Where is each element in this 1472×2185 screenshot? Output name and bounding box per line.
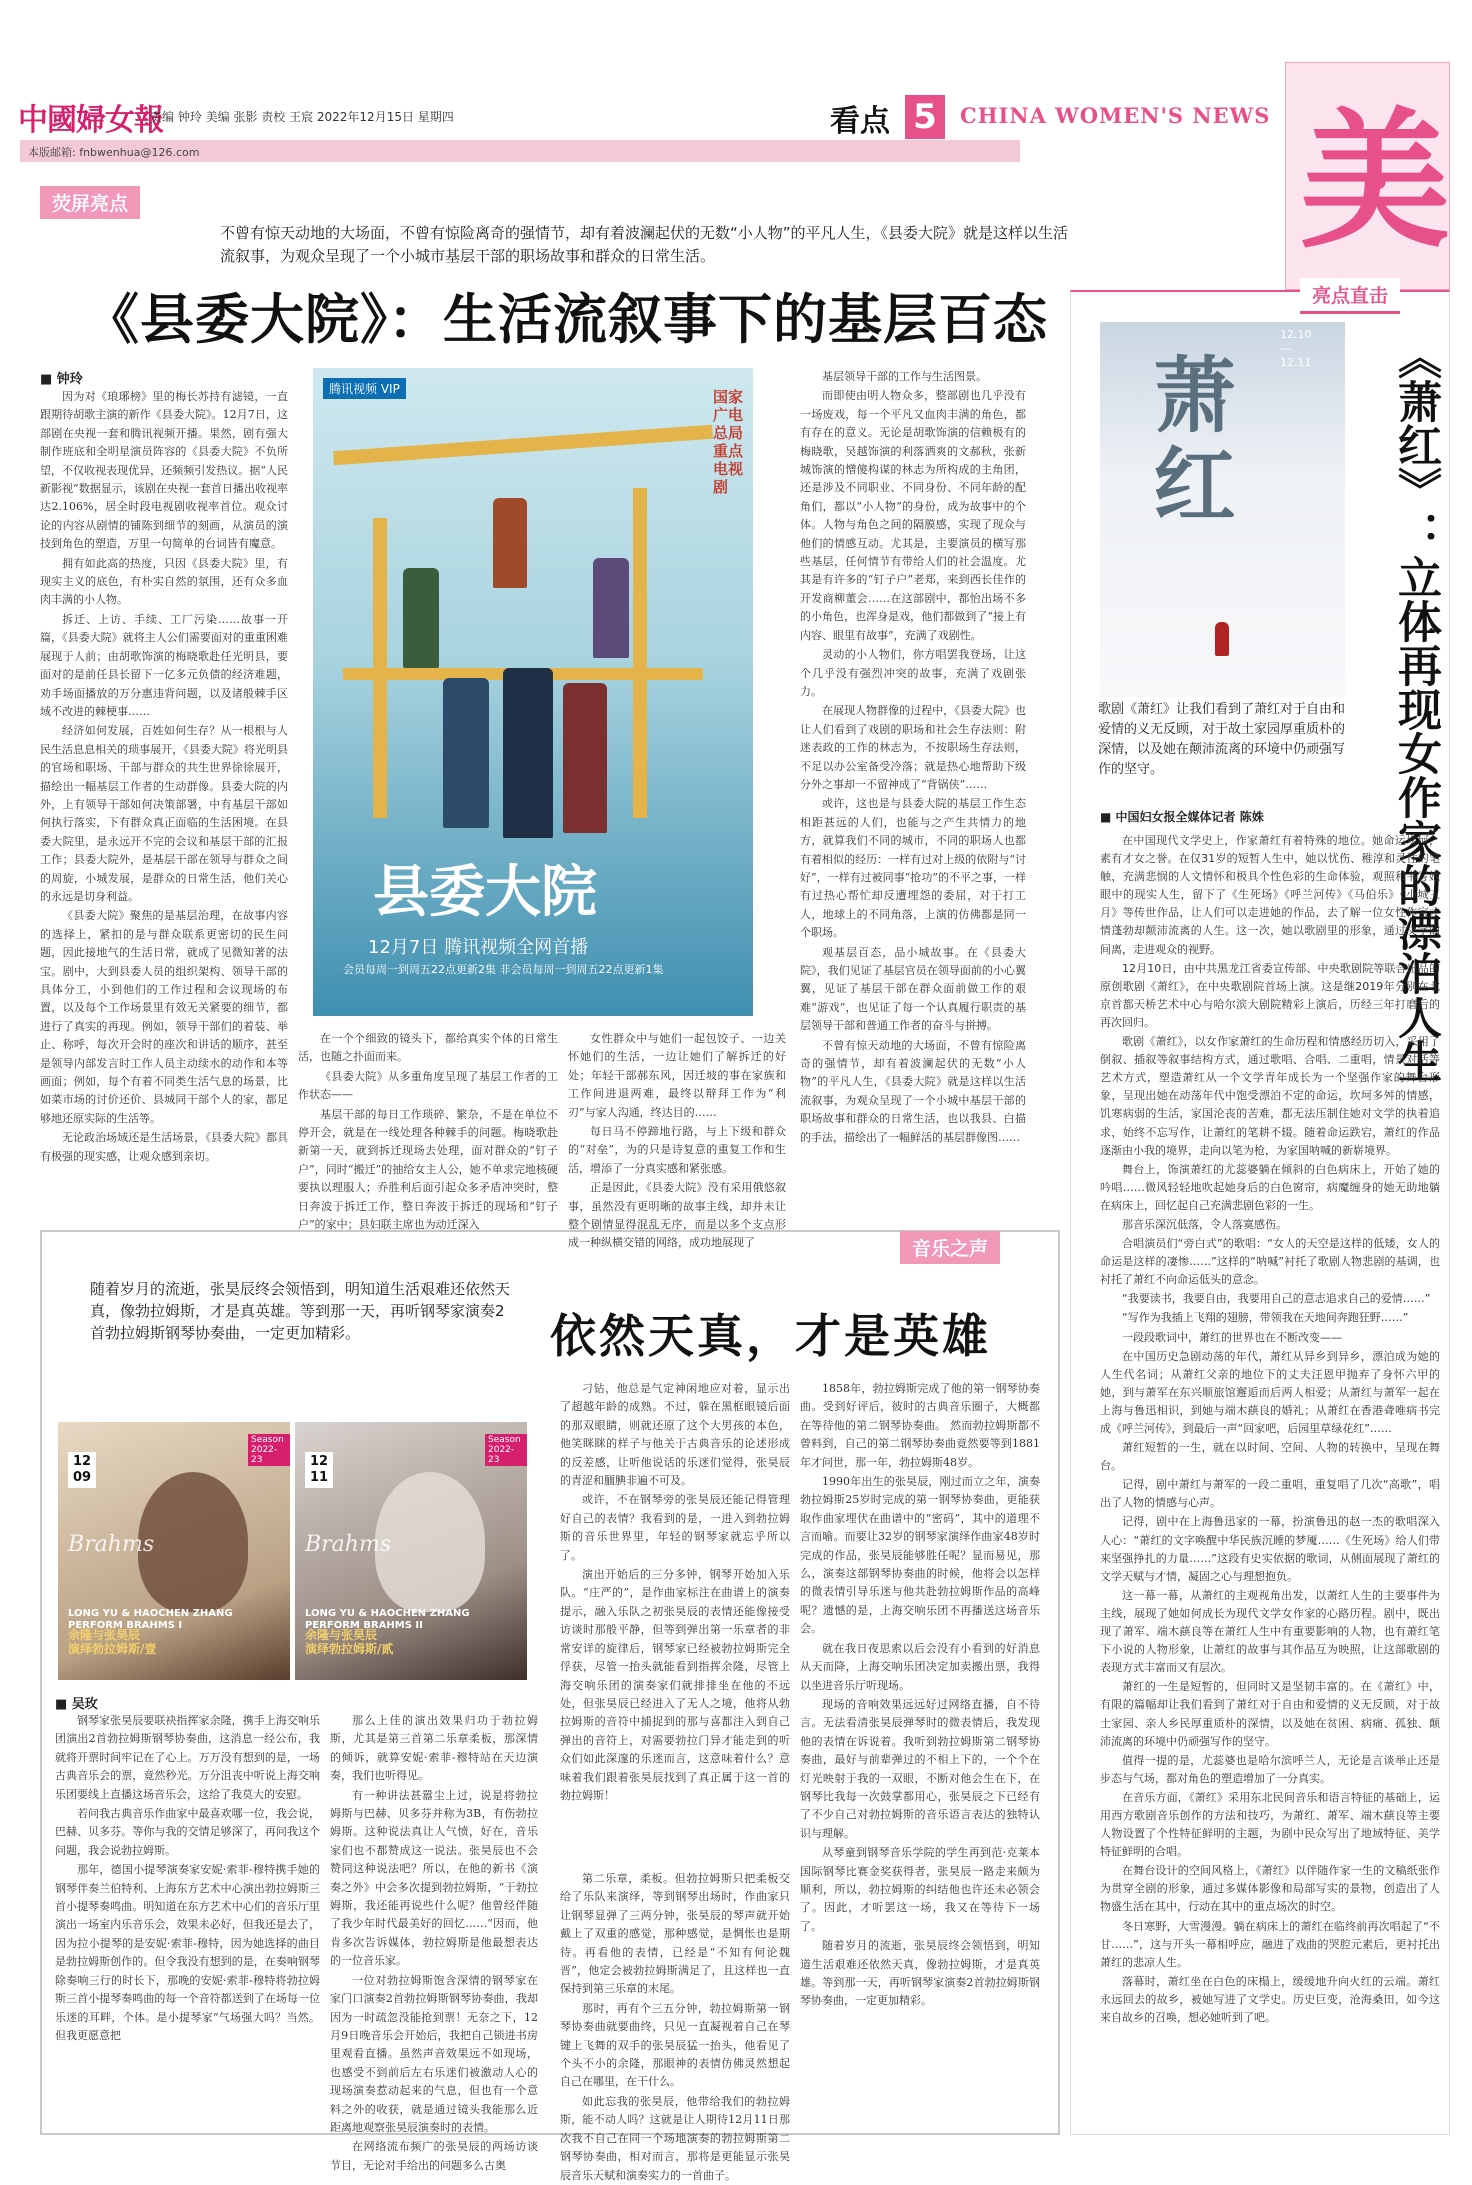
article-intro: 随着岁月的流逝，张昊辰终会领悟到，明知道生活艰难还依然天真，像勃拉姆斯，才是真英雄。等到那一天，再听钢琴家演奏2首勃拉姆斯钢琴协奏曲，一定更加精彩。 [90, 1280, 511, 1342]
mailbox-bar: 本版邮箱: fnbwenhua@126.com [20, 140, 1020, 162]
paragraph: 在网络流布频广的张昊辰的两场访谈节目，无论对手给出的问题多么古奥 [330, 2140, 538, 2172]
article-column-3b [560, 1870, 790, 2182]
paragraph: 如此忘我的张昊辰，他带给我们的勃拉姆斯，能不动人吗？这就是让人期待12月11日那次我不自己在同一个场地演奏的勃拉姆斯第二钢琴协奏曲，相对而言，那将是更能显示张昊辰音乐天赋和演奏实力的一首曲子。 [560, 2094, 790, 2182]
paragraph: 在中国历史急剧动荡的年代，萧红从异乡到异乡，漂泊成为她的人生代名词；从萧红父亲的地位下的丈夫汪恩甲抛弃了身怀六甲的她，到与萧军在东兴顺旅馆邂逅而后两人相爱；从萧红与萧军一起在上海与鲁迅相识，到她与端木蕻良的婚礼；从萧红在香港聋唯病书完成《呼兰河传》，到最后一声“回家吧，后园里草绿花红”…… [1100, 1349, 1440, 1435]
poster-schedule: 会员每周一到周五22点更新2集 非会员每周一到周五22点更新1集 [343, 963, 664, 976]
paragraph: 歌剧《萧红》，以女作家萧红的生命历程和情感经历切入，采用了倒叙、插叙等叙事结构方式，通过歌唱、合唱、二重唱，情景对话等艺术方式，塑造萧红从一个文学青年成长为一个坚强作家的舞台形象，呈现出她在动荡年代中饱受漂泊不定的命运，坎坷多舛的情感，饥寒病弱的生活，家国沦丧的苦难，都无法压制住她对文学的执着追求，始终不忘写作，让萧红的笔耕不辍。随着命运跌宕，萧红的作品逐渐由小我的境界，走向以笔为枪，为家国呐喊的新崭境界。 [1100, 1035, 1440, 1157]
paragraph: 《县委大院》从多重角度呈现了基层工作者的工作状态—— [298, 1069, 558, 1102]
season-badge: Season 2022-23 [248, 1434, 290, 1466]
author-byline: ■ 中国妇女报全媒体记者 陈姝 [1100, 810, 1264, 824]
paragraph: 在舞台设计的空间风格上，《萧红》以伴随作家一生的文稿纸张作为贯穿全剧的形象，通过多媒体影像和局部写实的景物，创造出了人物盛生活在其中，行动在其中的重点场次的时空。 [1100, 1864, 1440, 1914]
poster-beam [333, 425, 713, 465]
paragraph: 观基层百态，品小城故事。在《县委大院》，我们见证了基层官员在领导面前的小心翼翼，见证了基层干部在群众面前做工作的艰难“游戏”，也见证了每一个认真履行职责的基层领导干部和普通工作者的奋斗与拼搏。 [800, 945, 1026, 1033]
paragraph: 在音乐方面，《萧红》采用东北民间音乐和语言特征的基础上，运用西方歌剧音乐创作的方法和技巧，为萧红、萧军、端木蕻良等主要人物设置了个性特征鲜明的主题，为剧中民众写出了地域特征、美学特征鲜明的合唱。 [1100, 1790, 1440, 1859]
signature: Brahms [68, 1532, 155, 1557]
paragraph: 1858年，勃拉姆斯完成了他的第一钢琴协奏曲。受到好评后，彼时的古典音乐圈子，大概都在等待他的第二钢琴协奏曲。 然而勃拉姆斯都不曾料到，自己的第二钢琴协奏曲竟然要等到1881年才问世，那一年，勃拉姆斯48岁。 [800, 1382, 1040, 1469]
portrait [138, 1472, 248, 1612]
paragraph: 那时，再有个三五分钟，勃拉姆斯第一钢琴协奏曲就要曲终，只见一直凝视着自己在琴键上飞舞的双手的张昊辰猛一抬头，他看见了个头不小的余隆，那眼神的表情仿佛灵然想起自己在哪里，在干什么。 [560, 2001, 790, 2089]
newspaper-logo: 中國婦女報 [18, 103, 163, 138]
paragraph: 灵动的小人物们，你方唱罢我登场，让这个几乎没有强烈冲突的故事，充满了戏剧张力。 [800, 648, 1026, 698]
paragraph: 那音乐深沉低落，令人落寞感伤。 [1122, 1217, 1287, 1231]
paragraph: 不曾有惊天动地的大场面，不曾有惊险离奇的强情节，却有着波澜起伏的无数“小人物”的平凡人生，《县委大院》就是这样以生活流叙事，为观众呈现了一个小城中基层干部的职场故事和群众的日常生活，也以我县、白描的手法，描绘出了一幅鲜活的基层群像图…… [800, 1038, 1026, 1144]
poster-title: 县委大院 [373, 860, 597, 925]
paragraph: 合唱演员们“旁白式”的歌唱：“女人的天空是这样的低矮，女人的命运是这样的凄惨……”这样的“呐喊”衬托了歌剧人物悲剧的基调，也衬托了萧红不向命运低头的意念。 [1100, 1237, 1440, 1287]
paragraph: 每日马不停蹄地行路，与上下级和群众的“对垒”，为的只是诗复意的重复工作和生活，增添了一分真实感和紧张感。 [568, 1125, 786, 1175]
paragraph: 或许，这也是与县委大院的基层工作生态相距甚远的人们，也能与之产生共情力的地方，就算我们不同的城市，不同的职场人也都有着相似的经历：一样有过对上级的依附与“讨好”，一样有过被同事“抢功”的不平之事，一样有过热心帮忙却反遭埋怨的委屈，对于打工人，地球上的不同角落，上演的仿佛都是同一个职场。 [800, 797, 1026, 940]
concert-name-cn: 余隆与张昊辰 演绎勃拉姆斯/贰 [305, 1628, 394, 1656]
poster-beam [633, 488, 647, 818]
paragraph: 随着岁月的流逝，张昊辰终会领悟到，明知道生活艰难还依然天真，像勃拉姆斯，才是真英雄。等到那一天，再听钢琴家演奏2首勃拉姆斯钢琴协奏曲，一定更加精彩。 [800, 1939, 1040, 2008]
paragraph: 基层干部的每日工作琐碎、繁杂，不是在单位不停开会，就是在一线处理各种棘手的问题。梅晓歌赴新第一天，就到拆迁现场去处理，面对群众的“钉子户”，同时“搬迁”的抽给女主人公，她不单求完地核硬要执以理服人；乔胜利后面引起众多矛盾冲突时，整日奔波于拆迁工作，整日奔波于拆迁的现场和“钉子户”的家中；县妇联主席也为动迁深入 [298, 1107, 558, 1232]
poster-vertical-text: 国家广电总局重点电视剧 [713, 388, 744, 496]
concert-date: 12 09 [68, 1452, 96, 1488]
page-number: 5 [905, 95, 945, 139]
paragraph: 一位对勃拉姆斯饱含深情的钢琴家在家门口演奏2首勃拉姆斯钢琴协奏曲，我却因为一时疏忽没能抢到票！无奈之下，12月9日晚音乐会开始后，我把自己锁进书房里观看直播。虽然声音效果远不如现场，也感受不到前后左右乐迷们被激动人心的现场演奏惹动起来的气息，但也有一个意料之外的收获，就是通过镜头我能那么近距离地观察张昊辰演奏时的表情。 [330, 1973, 538, 2134]
paragraph: 正是因此，《县委大院》没有采用俄悠叙事，虽然没有更明晰的故事主线，却并未让整个剧情显得混乱无序，而是以多个支点形成一种纵横交错的网络，成功地展现了 [568, 1181, 786, 1250]
paragraph: 在一个个细致的镜头下，都给真实个体的日常生活，也随之扑面而来。 [298, 1032, 558, 1064]
opera-poster [1100, 322, 1345, 697]
concert-name-en: LONG YU & HAOCHEN ZHANG PERFORM BRAHMS II [305, 1608, 470, 1631]
poster-figure [593, 558, 629, 658]
season-badge: Season 2022-23 [485, 1434, 527, 1466]
paragraph: 拥有如此高的热度，只因《县委大院》里，有现实主义的底色，有朴实自然的氛围，还有众多血肉丰满的小人物。 [40, 556, 288, 607]
concert-name-en: LONG YU & HAOCHEN ZHANG PERFORM BRAHMS I [68, 1608, 233, 1631]
portrait [375, 1472, 485, 1612]
paragraph: 现场的音响效果远远好过网络直播，自不待言。无法看清张昊辰弹琴时的微表情后，我发现他的表情在诉说着。我听到勃拉姆斯第二钢琴协奏曲，最好与前辈弹过的不相上下的，一个个在灯光映射于我的一双眼，不断对他会生在下，在钢琴比我每一次鼓掌都用心，张昊辰之下已经有了不少自己对勃拉姆斯的音乐语言表达的独特认识与理解。 [800, 1697, 1040, 1840]
poster-figure [563, 683, 607, 833]
article-title: 《萧红》：立体再现女作家的漂泊人生 [1390, 335, 1441, 1083]
paragraph: 女性群众中与她们一起包饺子、一边关怀她们的生活，一边让她们了解拆迁的好处；年轻干部郝东风，因迁坡的事在家族和工作间进退两难，最终以辩拜工作为“利刃”与家人沟通，终达目的…… [568, 1032, 786, 1119]
poster-figure [1215, 622, 1229, 656]
paragraph: 那么上佳的演出效果归功于勃拉姆斯，尤其是第三首第二乐章柔板，那深情的倾诉，就算安妮·索菲-穆特站在天边演奏，我们也听得见。 [330, 1714, 538, 1783]
photo-caption: 歌剧《萧红》让我们看到了萧红对于自由和爱情的义无反顾，对于故土家园厚重质朴的深情，以及她在颠沛流离的环境中仍顽强写作的坚守。 [1098, 702, 1346, 777]
article-column-4 [800, 368, 1026, 1210]
concert-date: 12 11 [305, 1452, 333, 1488]
poster-figure [403, 568, 439, 668]
paragraph: 从琴童到钢琴音乐学院的学生再到范·克莱本国际钢琴比赛金奖获得者，张昊辰一路走来颇为顺利，所以，勃拉姆斯的纠结他也许还未必领会了。因此，才听罢这一场，我又在等待下一场了。 [800, 1846, 1040, 1933]
paragraph: 舞台上，饰演萧红的尤蕊婆躺在倾斜的白色病床上，开始了她的吟唱……微风轻轻地吹起她身后的白色窗帘，病魔缠身的她无助地躺在病床上，回忆起自己充满悲剧色彩的一生。 [1100, 1162, 1440, 1212]
editors-line: 责编 钟玲 美编 张影 责校 王宸 2022年12月15日 星期四 [150, 110, 454, 124]
author-byline: ■ 钟玲 [40, 372, 83, 387]
poster-art-title: 萧红 [1140, 352, 1236, 532]
signature: Brahms [305, 1532, 392, 1557]
paragraph: 就在我日夜思索以后会没有小看到的好消息从天而降，上海交响乐团决定加卖搬出票，我得以坐进音乐厅听现场。 [800, 1641, 1040, 1692]
section-badge-char: 美 [1300, 95, 1451, 269]
paragraph: 萧红的一生是短暂的，但同时又是坚韧丰富的。在《萧红》中，有限的篇幅却让我们看到了萧红对于自由和爱情的义无反顾，对于故土家园、亲人乡民厚重质朴的深情，以及她在贫困、病痛、孤独、颠沛流离的环境中仍顽强写作的坚守。 [1100, 1680, 1440, 1748]
paragraph: 演出开始后的三分多钟，钢琴开始加入乐队。“庄严的”，是作曲家标注在曲谱上的演奏提示，融入乐队之初张昊辰的表情还能像接受访谈时那般平静，但等到弹出第一乐章者的非常安详的旋律后，钢琴家已经被勃拉姆斯完全俘获，尽管一抬头就能看到指挥余隆，尽管上海交响乐团的演奏家们就排排坐在他的不远处，但张昊辰已经进入了无人之境，他将从勃拉姆斯的音符中捕捉到的那与喜都注入到自己弹出的音符上，对需要勃拉门异才能走到的听众们如此深邃的乐迷而言，这意味着什么？意味着我们跟着张昊辰找到了真正属于这一首的勃拉姆斯！ [560, 1568, 790, 1802]
paragraph: 无论政治场域还是生活场景，《县委大院》都具有极强的现实感，让观众感到亲切。 [40, 1131, 288, 1163]
article-title: 依然天真，才是英雄 [550, 1309, 991, 1363]
article-column-4 [800, 1380, 1040, 2122]
poster-figure [443, 678, 489, 828]
article-column-3 [568, 1030, 786, 1250]
paragraph: 记得，剧中萧红与萧军的一段二重唱，重复唱了几次“高歌”，唱出了人物的情感与心声。 [1100, 1478, 1440, 1510]
column-tag: 亮点直击 [1300, 278, 1400, 314]
tencent-video-logo: 腾讯视频 VIP [323, 378, 406, 399]
paragraph: 那年，德国小提琴演奏家安妮·索菲-穆特携手她的钢琴伴奏兰伯特利、上海东方艺术中心演出勃拉姆斯三首小提琴奏鸣曲。明知道在东方艺术中心们的音乐厅里演出一场室内乐音乐会，效果未必好，但我还是去了，因为拉小提琴的是安妮·索菲-穆特，因为她选择的曲目是勃拉姆斯创作的。但令我没有想到的是，在奏响钢琴除奏响三行的时长下，那晚的安妮·索菲-穆特将勃拉姆斯三首小提琴奏鸣曲的每一个音符都送到了在场每一位乐迷的耳畔，个体。是小提琴家“气场强大吗？当然。但我更愿意把 [55, 1863, 320, 2042]
tv-poster [313, 368, 753, 1016]
article-intro: 不曾有惊天动地的大场面，不曾有惊险离奇的强情节，却有着波澜起伏的无数“小人物”的平凡人生，《县委大院》就是这样以生活流叙事，为观众呈现了一个小城市基层干部的职场故事和群众的日常生活。 [220, 224, 1069, 265]
article-column-2 [298, 1030, 558, 1232]
paragraph: 在中国现代文学史上，作家萧红有着特殊的地位。她命运坎坷，素有才女之誉。在仅31岁的短暂人生中，她以忧伤、稚淳和灵性的笔触，充满悲悯的人文情怀和极具个性色彩的生命体验，观照和书写她眼中的现实人生，留下了《生死场》《呼兰河传》《马伯乐》《小城三月》等传世作品，让人们可以走进她的作品，去了解一位女性作家才情蓬勃却颠沛流离的人生。这一次，她以歌剧里的形象，通过文字的间离，走进观众的视野。 [1100, 834, 1440, 956]
author-byline: ■ 吴玫 [55, 1697, 98, 1712]
paragraph: 或许，不在钢琴旁的张昊辰还能记得管理好自己的表情？我看到的是，一进入到勃拉姆斯的音乐世界里，年轻的钢琴家就忘乎所以了。 [560, 1493, 790, 1562]
paragraph: 记得，剧中在上海鲁迅家的一幕，扮演鲁迅的赵一杰的歌唱深入人心：“萧红的文字唤醒中华民族沉睡的梦魇……《生死场》给人们带来坚强挣扎的力量……”这段有史实依据的歌词，从侧面展现了萧红的文学天赋与才情，凝固之心与理想抱负。 [1100, 1515, 1440, 1583]
concert-poster [295, 1422, 527, 1680]
poster-figure [493, 498, 527, 588]
paragraph: “写作为我插上飞翔的翅膀，带领我在天地间奔跑狂野……” [1122, 1311, 1409, 1325]
paragraph: 这一幕一幕，从萧红的主观视角出发，以萧红人生的主要事件为主线，展现了她如何成长为现代文学女作家的心路历程。剧中，既出现了萧军、端木蕻良等在萧红人生中有重要影响的人物，也有萧红笔下小说的人物形象，让萧红的故事与其作品互为映照，让这部歌剧的表现方式丰富而又有层次。 [1100, 1588, 1440, 1675]
section-title: 看点 [830, 104, 890, 139]
concert-name-cn: 余隆与张昊辰 演绎勃拉姆斯/壹 [68, 1628, 157, 1656]
poster-dates: 12.10 — 12.11 [1280, 328, 1312, 369]
column-tag: 音乐之声 [900, 1231, 1000, 1264]
paragraph: 因为对《琅琊榜》里的梅长苏持有滤镜，一直跟期待胡歌主演的新作《县委大院》。12月7日，这部剧在央视一套和腾讯视频开播。果然，剧有强大制作班底和全明星演员阵容的《县委大院》不负所望，不仅收视表现优异，还频频引发热议。据“人民新影视”数据显示，该剧在央视一套首日播出收视率达2.106%，居全时段电视剧收视率首位。观众讨论的内容从剧情的铺陈到细节的刻画，从演员的演技到角色的塑造，万里一句简单的台词皆有魔意。 [40, 390, 288, 551]
article-column-1 [55, 1712, 320, 2122]
concert-poster [58, 1422, 290, 1680]
paragraph: 第二乐章，柔板。但勃拉姆斯只把柔板交给了乐队来演绎，等到钢琴出场时，作曲家只让钢琴显弹了三两分钟，张昊辰的琴声就开始戴上了双重的感觉，那种感觉，是惆怅也是期待。再看他的表情，已经是“不知有何论魏晋”，他定会被勃拉姆斯满足了，且这样也一直保持到第三乐章的末尾。 [560, 1872, 790, 1996]
paragraph: 萧红短暂的一生，就在以时间、空间、人物的转换中，呈现在舞台。 [1100, 1441, 1440, 1473]
paragraph: 拆迁、上访、手续、工厂污染……故事一开篇，《县委大院》就将主人公们需要面对的重重困难展现于人前；由胡歌饰演的梅晓歌赴任光明县，要面对的是前任县长留下一亿多元负债的经济难题，劝手场面播放的万分惠违背问题，以及诸般棘手区域不改进的棘梗事…… [40, 612, 288, 718]
paragraph: 钢琴家张昊辰要联袂指挥家余隆，携手上海交响乐团演出2首勃拉姆斯钢琴协奏曲，这消息一经公布，我就将开票时间牢记在了心上。万万没有想到的是，一场古典音乐会的票，竟然秒光。万分沮丧中听说上海交响乐团要线上直播这场音乐会，这给了我莫大的安慰。 [55, 1714, 320, 1801]
paragraph: 而即使由明人物众多，整部剧也几乎没有一场废戏，每一个平凡又血肉丰满的角色，都有存在的意义。无论是胡歌饰演的信赖极有的梅晓歌，吴越饰演的利落洒爽的文郝秋，张新城饰演的憎傻构谋的林志为所构成的主角团，还是涉及不同职业、不同身份、不同年龄的配角们，都以“小人物”的身份，成为故事中的个体。人物与角色之间的隔膜感，实现了现众与他们的情感互动。尤其是，主要演员的横写那些基层，任何情节有带给人们的社会温度。尤其是有许多的“钉子户”老郑，来到西长佳作的开发商柳董会……在这部剧中，都怡出场不多的小角色，也浑身是戏，他们都做到了“接上有内容、眼里有故事”，充满了戏剧性。 [800, 389, 1026, 642]
paragraph: 一段段歌词中，萧红的世界也在不断改变—— [1122, 1330, 1342, 1344]
article-body [1100, 832, 1440, 2127]
paragraph: 基层领导干部的工作与生活图景。 [822, 370, 987, 383]
paragraph: 值得一提的是，尤蕊婆也是哈尔滨呼兰人，无论是言谈举止还是步态与气场，都对角色的塑造增加了一分真实。 [1100, 1753, 1440, 1785]
paragraph: 若问我古典音乐作曲家中最喜欢哪一位，我会说，巴赫、贝多芬。等你与我的交情足够深了，再问我这个问题，我会说勃拉姆斯。 [55, 1807, 320, 1857]
poster-date: 12月7日 腾讯视频全网首播 [368, 937, 589, 958]
paragraph: 刁钻，他总是气定神闲地应对着，显示出了超越年龄的成熟。不过，躲在黑框眼镜后面的那双眼睛，则就还原了这个大男孩的本色，他笑眯眯的样子与他关于古典音乐的论述形成的反差感，让听他说话的乐迷们觉得，张昊辰的青涩和腼腆非遍不可及。 [560, 1382, 790, 1488]
article-title: 《县委大院》：生活流叙事下的基层百态 [85, 287, 1048, 351]
column-tag: 荧屏亮点 [40, 186, 140, 219]
paragraph: 经济如何发展，百姓如何生存？从一根根与人民生活息息相关的琐事展开，《县委大院》将光明县的官场和职场、干部与群众的共生世界徐徐展开，描绘出一幅基层工作者的生动群像。县委大院的内外，上有领导干部如何决策部署，中有基层干部如何执行落实，下有群众真正面临的生活困境。在县委大院里，是永远开不完的会议和基层干部的汇报工作；县委大院外，是基层干部在领导与群众之间的周旋，小城发展，是群众的日常生活，他们关心的永远是切身利益。 [40, 724, 288, 903]
paragraph: 在展现人物群像的过程中，《县委大院》也让人们看到了戏剧的职场和社会生存法则：附迷表政的工作的林志为，不按职场生存法则，不足以办公室备受冷落；就是热心地帮助下级分外之事却一不留神成了“背锅侠”…… [800, 704, 1026, 791]
paragraph: 有一种讲法甚嚣尘上过，说是将勃拉姆斯与巴赫、贝多芬并称为3B，有伤勃拉姆斯。这种说法真让人气愤，好在，音乐家们也不都赞成这一说法。张昊辰也不会赞同这种说法吧？所以，在他的新书《演奏之外》中会多次提到勃拉姆斯，“于勃拉姆斯，我还能再说些什么呢？他曾经伴随了我少年时代最美好的回忆……”因而，他肯多次告诉媒体，勃拉姆斯是他最想表达的一位音乐家。 [330, 1788, 538, 1968]
paragraph: 1990年出生的张昊辰，刚过而立之年，演奏勃拉姆斯25岁时完成的第一钢琴协奏曲，更能获取作曲家埋伏在曲谱中的“密码”，其中的道理不言而喻。而要让32岁的钢琴家演绎作曲家48岁时完成的作品，张昊辰能够胜任呢？显而易见，那么，演奏这部钢琴协奏曲的时候，他将会以怎样的微表情引导乐迷与他共赴勃拉姆斯作品的高峰呢？遗憾的是，上海交响乐团不再播送这场音乐会。 [800, 1475, 1040, 1636]
paragraph: 12月10日，由中共黑龙江省委宣传部、中央歌剧院等联合出品的原创歌剧《萧红》，在中央歌剧院首场上演。这是继2019年分别在北京首都天桥艺术中心与哈尔滨大剧院精彩上演后，历经三年打磨后的再次回归。 [1100, 961, 1440, 1029]
article-column-1 [40, 388, 288, 1210]
english-masthead: CHINA WOMEN'S NEWS [960, 103, 1271, 128]
article-column-2 [320, 1712, 538, 2172]
paragraph: 落幕时，萧红坐在白色的床榻上，缓缓地升向火红的云端。萧红永远回去的故乡，被她写进了文学史。历史巨变，沧海桑田，如今这来自故乡的召唤，想必她听到了吧。 [1100, 1974, 1440, 2024]
poster-figure [503, 668, 553, 838]
paragraph: “我要读书，我要自由，我要用自己的意志追求自己的爱情……” [1122, 1292, 1431, 1306]
paragraph: 冬日寒野，大雪漫漫。躺在病床上的萧红在临终前再次唱起了“不甘……”，这与开头一幕相呼应，融进了戏曲的哭腔元素后，更衬托出萧红的悲凉人生。 [1100, 1919, 1440, 1969]
paragraph: 《县委大院》聚焦的是基层治理，在故事内容的选择上，紧扣的是与群众联系更密切的民生问题，因此接地气的生活日常，就成了见微知著的法宝。剧中，大到县委人员的组织架构、领导干部的具体分工，小到他们的工作过程和会议现场的布置，以及每个工作场景里有效无关紧要的细节，都进行了真实的再现。例如，领导干部们的着装、举止、称呼，每次开会时的座次和讲话的顺序，甚至是领导内部发言时工作人员主动续水的动作和本等画面；例如，每个有着不同类生活气息的场景，比如菜市场的讨价还价、县城同干部个人的家，都足够地还原实际的生活等。 [40, 909, 288, 1125]
